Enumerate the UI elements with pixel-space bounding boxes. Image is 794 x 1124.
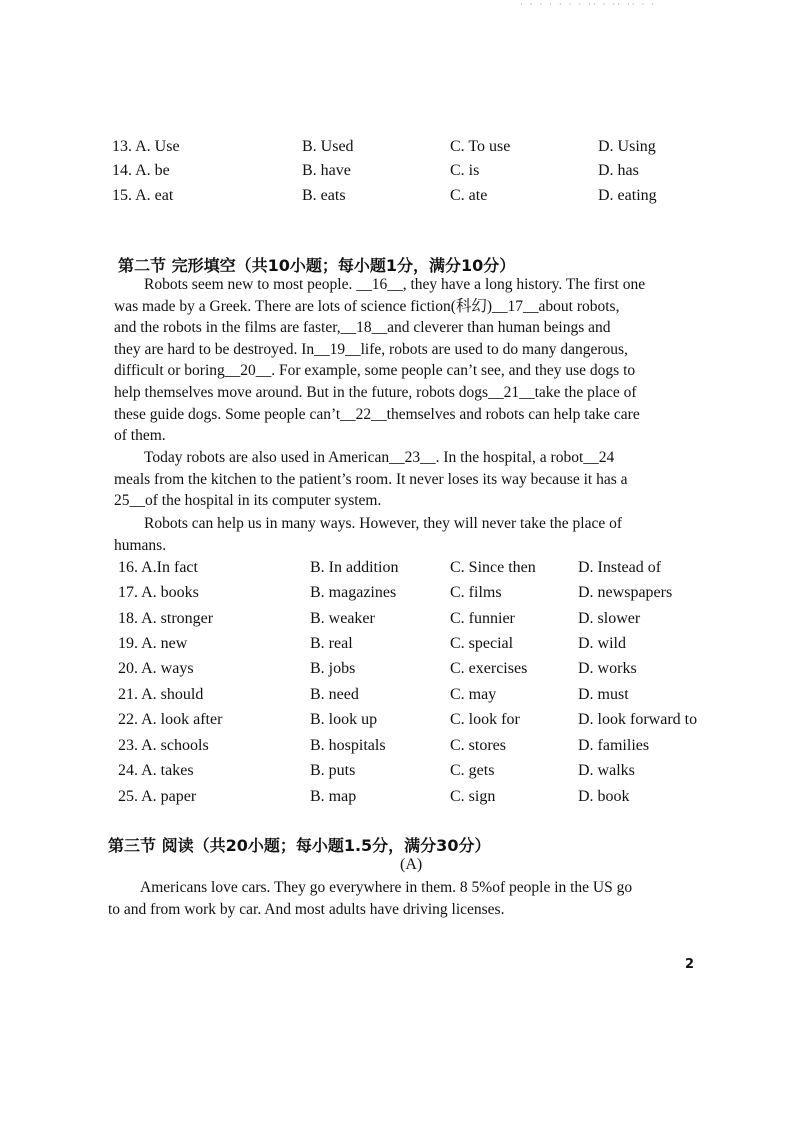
option-c: C. sign <box>450 788 496 805</box>
option-c: C. stores <box>450 737 506 754</box>
option-b: B. weaker <box>310 610 375 627</box>
passage-line: of them. <box>114 427 166 445</box>
option-a: 17. A. books <box>118 584 199 601</box>
scan-artifact-marks: · · · · · · · ·· · ·· ·· · · <box>520 0 657 10</box>
passage-line: these guide dogs. Some people can’t__22__themselves and robots can help take care <box>114 405 640 423</box>
passage-line: Robots can help us in many ways. However, they will never take the place of <box>144 515 623 532</box>
option-a: 14. A. be <box>112 162 170 179</box>
option-b: B. puts <box>310 762 356 779</box>
page-number: 2 <box>684 957 694 972</box>
option-c: C. Since then <box>450 559 536 576</box>
passage-label: (A) <box>400 856 423 873</box>
option-row-13 <box>112 135 712 159</box>
option-d: D. wild <box>578 635 626 652</box>
option-a: 15. A. eat <box>112 187 174 204</box>
cloze-passage-p3 <box>114 513 694 556</box>
option-c: C. ate <box>450 187 488 204</box>
option-a: 24. A. takes <box>118 762 194 779</box>
option-d: D. book <box>578 788 630 805</box>
passage-line: Today robots are also used in American__23__. In the hospital, a robot__24 <box>144 449 615 466</box>
option-a: 19. A. new <box>118 635 188 652</box>
option-d: D. eating <box>598 187 657 204</box>
option-d: D. must <box>578 686 629 703</box>
option-row-17 <box>118 581 718 605</box>
option-c: C. exercises <box>450 660 528 677</box>
passage-line: and the robots in the films are faster,__18__and cleverer than human beings and <box>114 319 611 337</box>
option-c: C. special <box>450 635 514 652</box>
section2-heading: 第二节 完形填空（共10小题；每小题1分，满分10分） <box>118 256 516 275</box>
option-b: B. real <box>310 635 353 652</box>
option-b: B. hospitals <box>310 737 386 754</box>
option-a: 13. A. Use <box>112 138 180 155</box>
option-row-16 <box>118 556 718 580</box>
option-d: D. families <box>578 737 650 754</box>
option-row-21 <box>118 683 718 707</box>
reading-passage-p1 <box>108 877 698 920</box>
option-row-18 <box>118 607 718 631</box>
section3-heading: 第三节 阅读（共20小题；每小题1.5分，满分30分） <box>108 836 491 855</box>
passage-line: 25__of the hospital in its computer system. <box>114 492 382 510</box>
option-a: 18. A. stronger <box>118 610 214 627</box>
option-b: B. jobs <box>310 660 356 677</box>
option-c: C. gets <box>450 762 495 779</box>
option-row-20 <box>118 657 718 681</box>
option-b: B. need <box>310 686 359 703</box>
option-row-25 <box>118 785 718 809</box>
option-a: 20. A. ways <box>118 660 194 677</box>
option-c: C. look for <box>450 711 520 728</box>
passage-line: was made by a Greek. There are lots of science fiction(科幻)__17__about robots, <box>114 297 620 315</box>
passage-line: meals from the kitchen to the patient’s room. It never loses its way because it has a <box>114 470 628 488</box>
option-b: B. eats <box>302 187 346 204</box>
option-a: 23. A. schools <box>118 737 209 754</box>
option-b: B. In addition <box>310 559 399 576</box>
passage-line: Americans love cars. They go everywhere in them. 8 5%of people in the US go <box>140 879 633 896</box>
option-a: 16. A.In fact <box>118 559 198 576</box>
option-d: D. look forward to <box>578 711 698 728</box>
passage-line: help themselves move around. But in the future, robots dogs__21__take the place of <box>114 383 637 401</box>
option-row-19 <box>118 632 718 656</box>
option-c: C. funnier <box>450 610 515 627</box>
option-b: B. map <box>310 788 357 805</box>
option-c: C. To use <box>450 138 511 155</box>
option-a: 25. A. paper <box>118 788 197 805</box>
option-d: D. works <box>578 660 637 677</box>
option-d: D. newspapers <box>578 584 673 601</box>
option-row-23 <box>118 734 718 758</box>
option-b: B. have <box>302 162 351 179</box>
option-b: B. Used <box>302 138 354 155</box>
option-d: D. Using <box>598 138 656 155</box>
cloze-passage-p2 <box>114 447 694 512</box>
passage-line: humans. <box>114 536 167 554</box>
passage-line: they are hard to be destroyed. In__19__life, robots are used to do many dangerous, <box>114 340 628 358</box>
passage-line: Robots seem new to most people. __16__, they have a long history. The first one <box>144 276 646 293</box>
option-b: B. look up <box>310 711 378 728</box>
option-row-14 <box>112 159 712 183</box>
option-row-15 <box>112 184 712 208</box>
option-c: C. is <box>450 162 480 179</box>
option-b: B. magazines <box>310 584 397 601</box>
option-c: C. films <box>450 584 502 601</box>
option-a: 22. A. look after <box>118 711 223 728</box>
option-d: D. Instead of <box>578 559 662 576</box>
option-row-22 <box>118 708 718 732</box>
option-d: D. walks <box>578 762 635 779</box>
cloze-passage-p1 <box>114 274 694 447</box>
option-a: 21. A. should <box>118 686 204 703</box>
option-d: D. has <box>598 162 639 179</box>
option-d: D. slower <box>578 610 641 627</box>
passage-line: to and from work by car. And most adults have driving licenses. <box>108 900 505 918</box>
passage-line: difficult or boring__20__. For example, some people can’t see, and they use dogs to <box>114 362 636 380</box>
option-row-24 <box>118 759 718 783</box>
option-c: C. may <box>450 686 497 703</box>
